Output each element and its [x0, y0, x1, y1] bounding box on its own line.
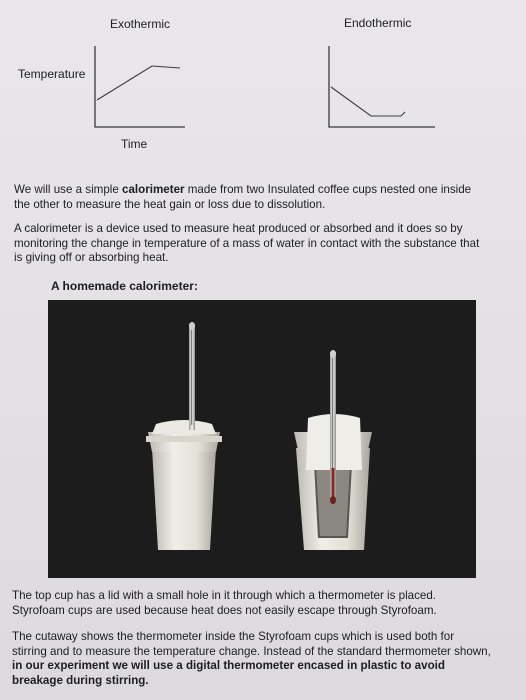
calorimeter-photo [48, 300, 476, 578]
caption-emphasis: in our experiment we will use a digital thermometer encased in plastic to avoid breakage during stirring. [12, 659, 445, 687]
calorimeter-heading: A homemade calorimeter: [51, 279, 198, 293]
time-axis-label: Time [121, 137, 148, 151]
intro-paragraph-2: A calorimeter is a device used to measure heat produced or absorbed and it does so by monitoring the change in temperature of a mass of water in contact with the substance that is giving off or absorbing heat. [14, 222, 480, 264]
calorimeter-illustration [48, 300, 476, 578]
temperature-axis-label: Temperature [18, 67, 86, 81]
calorimeter-term: calorimeter [122, 183, 185, 196]
caption-text-a: The cutaway shows the thermometer inside the Styrofoam cups which is used both for stirring and to measure the temperature change. Instead of the standard thermometer shown, [12, 630, 491, 658]
endothermic-graph [325, 46, 440, 132]
endothermic-axes [329, 46, 435, 127]
endothermic-title: Endothermic [344, 16, 412, 30]
intro-paragraph-1 [14, 183, 490, 212]
exothermic-graph [90, 46, 200, 132]
intro-text-a: We will use a simple [14, 183, 123, 196]
endothermic-curve [331, 87, 405, 116]
caption-paragraph-1: The top cup has a lid with a small hole in it through which a thermometer is placed. Styrofoam cups are used because heat does not easily escape through Styrofoam. [12, 589, 437, 617]
exothermic-title: Exothermic [110, 17, 171, 31]
intro-text-c: made from two Insulated coffee cups nested one inside the other to measure the heat gain or loss due to dissolution. [14, 183, 472, 211]
exothermic-curve [97, 66, 180, 100]
exothermic-axes [95, 46, 185, 127]
caption-paragraph-2 [12, 630, 492, 688]
